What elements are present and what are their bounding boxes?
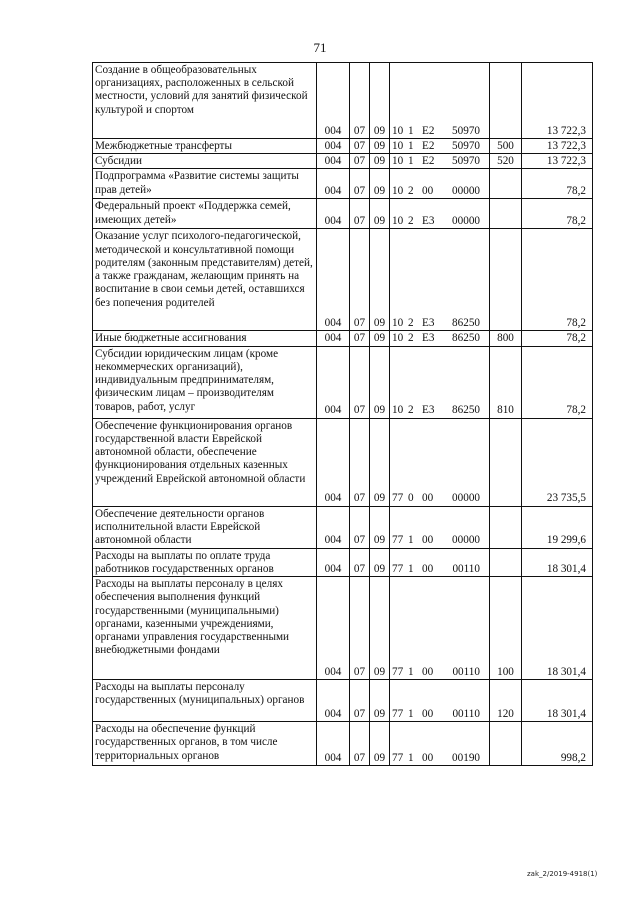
- expense-name-cell: Расходы на обеспечение функций государственных органов, в том числе территориальных органов: [93, 722, 317, 766]
- target-article-part: 50970: [452, 140, 480, 152]
- expense-name-cell: Иные бюджетные ассигнования: [93, 331, 317, 346]
- expense-type-cell: [490, 199, 522, 229]
- expense-name-cell: Субсидии: [93, 154, 317, 169]
- target-article-part: 86250: [452, 332, 480, 345]
- target-article-cell: [390, 331, 490, 346]
- expense-name-cell: Федеральный проект «Поддержка семей, имеющих детей»: [93, 199, 317, 229]
- target-article-part: 77: [392, 707, 404, 720]
- expense-name-cell: Расходы на выплаты персоналу в целях обеспечения выполнения функций государственными (муниципальными) органами, казенными учреждениями, органами управления государственными внебюджетными фондами: [93, 577, 317, 680]
- expense-name-cell: Расходы на выплаты по оплате труда работников государственных органов: [93, 548, 317, 576]
- target-article-part: 00: [422, 707, 434, 720]
- target-article-part: 1: [408, 155, 414, 168]
- target-article-part: 10: [392, 155, 404, 168]
- target-article-part: 00: [422, 751, 434, 764]
- table-row: [93, 722, 593, 766]
- target-article-part: 10: [392, 215, 404, 228]
- amount-cell: 19 299,6: [522, 506, 593, 548]
- target-article-part: 2: [408, 332, 414, 345]
- section-code-cell: 07: [350, 577, 370, 680]
- subsection-code-cell: 09: [370, 680, 390, 722]
- target-article-cell: [390, 680, 490, 722]
- table-row: [93, 418, 593, 506]
- target-article-cell: [390, 577, 490, 680]
- amount-cell: 18 301,4: [522, 577, 593, 680]
- target-article-part: 00: [422, 665, 434, 678]
- target-article-cell: [390, 154, 490, 169]
- target-article-part: 1: [408, 751, 414, 764]
- section-code-cell: 07: [350, 548, 370, 576]
- department-code-cell: 004: [317, 169, 350, 199]
- expense-type-cell: [490, 506, 522, 548]
- table-row: [93, 229, 593, 331]
- target-article-part: 2: [408, 317, 414, 330]
- table-row: [93, 199, 593, 229]
- subsection-code-cell: 09: [370, 154, 390, 169]
- department-code-cell: 004: [317, 229, 350, 331]
- amount-cell: 78,2: [522, 229, 593, 331]
- target-article-part: 77: [392, 665, 404, 678]
- target-article-cell: [390, 229, 490, 331]
- target-article-part: E2: [422, 124, 435, 137]
- target-article-part: E3: [422, 404, 435, 417]
- subsection-code-cell: 09: [370, 139, 390, 154]
- section-code-cell: 07: [350, 199, 370, 229]
- expense-type-cell: 500: [490, 139, 522, 154]
- section-code-cell: 07: [350, 418, 370, 506]
- amount-cell: 13 722,3: [522, 139, 593, 154]
- amount-cell: 23 735,5: [522, 418, 593, 506]
- table-row: [93, 346, 593, 418]
- amount-cell: 18 301,4: [522, 548, 593, 576]
- expense-type-cell: [490, 722, 522, 766]
- subsection-code-cell: 09: [370, 331, 390, 346]
- expense-name-cell: Межбюджетные трансферты: [93, 139, 317, 154]
- target-article-part: 2: [408, 215, 414, 228]
- expense-type-cell: [490, 63, 522, 139]
- table-row: [93, 169, 593, 199]
- amount-cell: 18 301,4: [522, 680, 593, 722]
- target-article-part: 00190: [452, 751, 480, 764]
- amount-cell: 13 722,3: [522, 154, 593, 169]
- target-article-part: 00: [422, 185, 434, 198]
- amount-cell: 998,2: [522, 722, 593, 766]
- section-code-cell: 07: [350, 169, 370, 199]
- expense-name-cell: Обеспечение деятельности органов исполнительной власти Еврейской автономной области: [93, 506, 317, 548]
- expense-type-cell: [490, 548, 522, 576]
- target-article-part: 00: [422, 562, 434, 575]
- section-code-cell: 07: [350, 154, 370, 169]
- expense-type-cell: 520: [490, 154, 522, 169]
- department-code-cell: 004: [317, 722, 350, 766]
- expense-type-cell: 800: [490, 331, 522, 346]
- subsection-code-cell: 09: [370, 346, 390, 418]
- section-code-cell: 07: [350, 63, 370, 139]
- expense-type-cell: 100: [490, 577, 522, 680]
- subsection-code-cell: 09: [370, 229, 390, 331]
- table-row: [93, 506, 593, 548]
- target-article-part: 10: [392, 140, 404, 152]
- section-code-cell: 07: [350, 346, 370, 418]
- target-article-part: 00000: [452, 534, 480, 547]
- department-code-cell: 004: [317, 548, 350, 576]
- subsection-code-cell: 09: [370, 418, 390, 506]
- target-article-part: 86250: [452, 404, 480, 417]
- target-article-part: 00: [422, 492, 434, 505]
- target-article-cell: [390, 346, 490, 418]
- amount-cell: 78,2: [522, 346, 593, 418]
- subsection-code-cell: 09: [370, 63, 390, 139]
- target-article-part: 50970: [452, 124, 480, 137]
- target-article-part: 77: [392, 562, 404, 575]
- target-article-part: 00: [422, 534, 434, 547]
- department-code-cell: 004: [317, 63, 350, 139]
- target-article-part: 10: [392, 404, 404, 417]
- expense-type-cell: [490, 229, 522, 331]
- target-article-part: 00110: [452, 707, 480, 720]
- table-row: [93, 154, 593, 169]
- subsection-code-cell: 09: [370, 506, 390, 548]
- amount-cell: 13 722,3: [522, 63, 593, 139]
- table-row: [93, 331, 593, 346]
- expense-name-cell: Обеспечение функционирования органов государственной власти Еврейской автономной области, обеспечение функционирования отдельных казенных учреждений Еврейской автономной области: [93, 418, 317, 506]
- target-article-part: 1: [408, 534, 414, 547]
- target-article-part: 1: [408, 665, 414, 678]
- target-article-cell: [390, 139, 490, 154]
- section-code-cell: 07: [350, 680, 370, 722]
- target-article-cell: [390, 418, 490, 506]
- expense-name-cell: Субсидии юридическим лицам (кроме некоммерческих организаций), индивидуальным предпринимателям, физическим лицам – производителям товаров, работ, услуг: [93, 346, 317, 418]
- subsection-code-cell: 09: [370, 577, 390, 680]
- expense-type-cell: 120: [490, 680, 522, 722]
- expense-name-cell: Расходы на выплаты персоналу государственных (муниципальных) органов: [93, 680, 317, 722]
- target-article-part: 77: [392, 492, 404, 505]
- target-article-cell: [390, 506, 490, 548]
- subsection-code-cell: 09: [370, 548, 390, 576]
- target-article-part: 77: [392, 534, 404, 547]
- document-code: zak_2/2019-4918(1): [527, 870, 598, 878]
- target-article-part: E3: [422, 215, 435, 228]
- target-article-part: 1: [408, 124, 414, 137]
- target-article-cell: [390, 548, 490, 576]
- target-article-part: E2: [422, 155, 435, 168]
- expense-type-cell: [490, 418, 522, 506]
- target-article-part: 00000: [452, 215, 480, 228]
- target-article-part: 77: [392, 751, 404, 764]
- department-code-cell: 004: [317, 331, 350, 346]
- target-article-part: 00000: [452, 185, 480, 198]
- budget-table: [92, 62, 593, 766]
- table-row: [93, 139, 593, 154]
- table-row: [93, 548, 593, 576]
- expense-name-cell: Оказание услуг психолого-педагогической, методической и консультативной помощи родителям (законным представителям) детей, а также гражданам, желающим принять на воспитание в свои семьи детей, оставшихся без попечения родителей: [93, 229, 317, 331]
- amount-cell: 78,2: [522, 199, 593, 229]
- section-code-cell: 07: [350, 506, 370, 548]
- target-article-cell: [390, 169, 490, 199]
- department-code-cell: 004: [317, 346, 350, 418]
- section-code-cell: 07: [350, 139, 370, 154]
- target-article-part: E2: [422, 140, 435, 152]
- target-article-part: 86250: [452, 317, 480, 330]
- target-article-part: 10: [392, 124, 404, 137]
- target-article-part: 50970: [452, 155, 480, 168]
- expense-name-cell: Подпрограмма «Развитие системы защиты прав детей»: [93, 169, 317, 199]
- department-code-cell: 004: [317, 680, 350, 722]
- target-article-part: E3: [422, 332, 435, 345]
- department-code-cell: 004: [317, 139, 350, 154]
- section-code-cell: 07: [350, 722, 370, 766]
- amount-cell: 78,2: [522, 169, 593, 199]
- amount-cell: 78,2: [522, 331, 593, 346]
- table-row: [93, 63, 593, 139]
- target-article-part: 00000: [452, 492, 480, 505]
- expense-name-cell: Создание в общеобразовательных организациях, расположенных в сельской местности, условий для занятий физической культурой и спортом: [93, 63, 317, 139]
- department-code-cell: 004: [317, 154, 350, 169]
- target-article-part: 10: [392, 185, 404, 198]
- target-article-part: 1: [408, 562, 414, 575]
- target-article-part: 2: [408, 404, 414, 417]
- expense-type-cell: 810: [490, 346, 522, 418]
- target-article-part: 10: [392, 332, 404, 345]
- table-row: [93, 680, 593, 722]
- target-article-part: 00110: [452, 665, 480, 678]
- target-article-cell: [390, 63, 490, 139]
- page-number: 71: [313, 40, 327, 55]
- subsection-code-cell: 09: [370, 199, 390, 229]
- department-code-cell: 004: [317, 418, 350, 506]
- target-article-part: 2: [408, 185, 414, 198]
- target-article-cell: [390, 199, 490, 229]
- department-code-cell: 004: [317, 577, 350, 680]
- target-article-part: 10: [392, 317, 404, 330]
- target-article-part: 1: [408, 707, 414, 720]
- target-article-cell: [390, 722, 490, 766]
- subsection-code-cell: 09: [370, 722, 390, 766]
- target-article-part: 1: [408, 140, 414, 152]
- target-article-part: 00110: [452, 562, 480, 575]
- section-code-cell: 07: [350, 229, 370, 331]
- subsection-code-cell: 09: [370, 169, 390, 199]
- department-code-cell: 004: [317, 199, 350, 229]
- target-article-part: 0: [408, 492, 414, 505]
- target-article-part: E3: [422, 317, 435, 330]
- department-code-cell: 004: [317, 506, 350, 548]
- table-row: [93, 577, 593, 680]
- section-code-cell: 07: [350, 331, 370, 346]
- expense-type-cell: [490, 169, 522, 199]
